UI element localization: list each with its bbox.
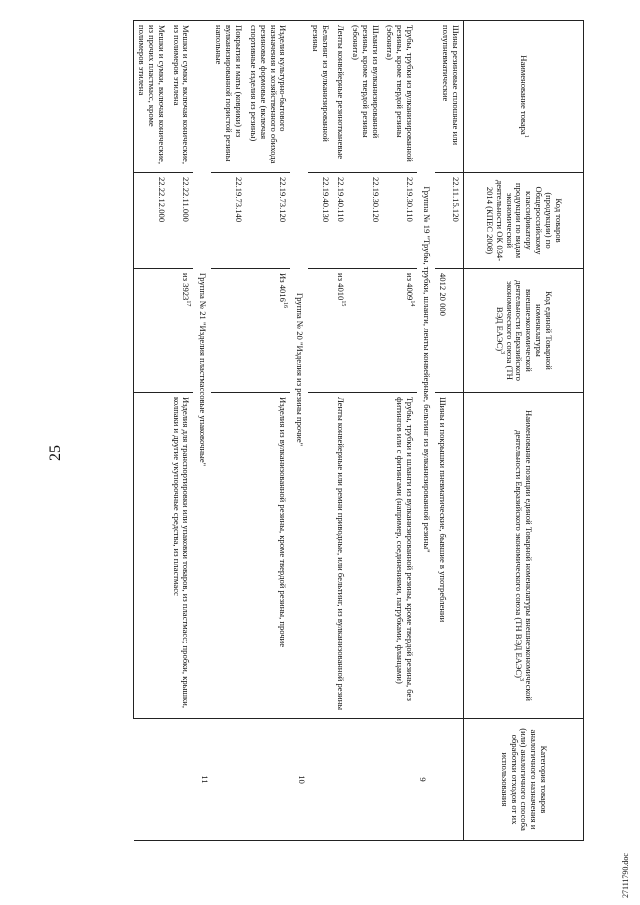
group-title: Группа № 19 "Трубы, трубки, шланги, ленты конвейерные, бельтинг из вулканизированной резины" <box>417 21 435 719</box>
header-tnved-code: Код единой Товарной номенклатуры внешнеэкономической деятельности Евразийского экономического союза (ТН ВЭД ЕАЭС)$^3$ <box>464 269 584 393</box>
cell-tnved-code: из 4009$^{14}$ <box>383 269 418 393</box>
header-okpd: Код товаров (продукции) по Общероссийскому классификатору продукции по видам экономической деятельности ОК 034-2014 (КПЕС 2008) <box>464 173 584 269</box>
cell-tnved-name <box>308 393 333 719</box>
table-row <box>211 21 246 841</box>
category-number: 9 <box>308 719 435 841</box>
cell-tnved-code <box>211 269 246 393</box>
cell-tnved-name <box>348 393 383 719</box>
cell-name: Бельтинг из вулканизированной резины <box>308 21 333 173</box>
group-title: Группа № 20 "Изделия из резины прочие" <box>291 21 309 719</box>
table-header-row <box>464 21 584 841</box>
cell-okpd: 22.22.11.000 <box>169 173 194 269</box>
rotated-table-frame <box>137 0 602 860</box>
cell-tnved-name: Трубы, трубки и шланги из вулканизированной резины, кроме твердой резины, без фитингов или с фитингами (например, соединениями, патрубками, фланцами) <box>383 393 418 719</box>
cell-okpd: 22.19.30.120 <box>348 173 383 269</box>
cell-tnved-code: из 4010$^{15}$ <box>333 269 348 393</box>
category-number: 11 <box>134 719 212 841</box>
group-title: Группа № 21 "Изделия пластмассовые упаковочные" <box>194 21 212 719</box>
cell-okpd: 22.19.30.110 <box>383 173 418 269</box>
cell-okpd: 22.19.73.120 <box>246 173 291 269</box>
cell-name: Мешки и сумки, включая конические, из полимеров этилена <box>169 21 194 173</box>
cell-tnved-name: Изделия из вулканизованной резины, кроме твердой резины, прочие <box>246 393 291 719</box>
cell-tnved-code: 4012 20 000 <box>435 269 463 393</box>
header-category: Категория товаров аналогичного назначения и (или) аналогичного способа обработки отходов от их использования <box>464 719 584 841</box>
footer-filename: 27111790.doc <box>621 853 630 898</box>
cell-name: Ленты конвейерные резинотканевые <box>333 21 348 173</box>
cell-name: Трубы, трубки из вулканизированной резины, кроме твердой резины (эбонита) <box>383 21 418 173</box>
cell-tnved-code: из 3923$^{17}$ <box>169 269 194 393</box>
cell-tnved-name <box>134 393 169 719</box>
cell-tnved-code <box>308 269 333 393</box>
cell-name: Изделия культурно-бытового назначения и хозяйственного обихода резиновые формовые (включая спортивные изделия из резины) <box>246 21 291 173</box>
cell-category <box>435 719 463 841</box>
group-row <box>194 21 212 841</box>
category-number: 10 <box>211 719 308 841</box>
cell-okpd: 22.19.40.130 <box>308 173 333 269</box>
cell-name: Мешки и сумки, включая конические, из прочих пластмасс, кроме полимеров этилена <box>134 21 169 173</box>
table-row <box>333 21 348 841</box>
cell-name: Шланги из вулканизированной резины, кроме твердой резины (эбонита) <box>348 21 383 173</box>
cell-okpd: 22.19.40.110 <box>333 173 348 269</box>
table-row <box>435 21 463 841</box>
cell-tnved-name <box>211 393 246 719</box>
cell-tnved-name: Ленты конвейерные или ремни приводные, или бельтинг, из вулканизованной резины <box>333 393 348 719</box>
cell-okpd: 22.11.15.120 <box>435 173 463 269</box>
goods-table <box>133 20 584 841</box>
table-row <box>169 21 194 841</box>
table-row <box>348 21 383 841</box>
header-tnved-name: Наименование позиции единой Товарной номенклатуры внешнеэкономической деятельности Евразийского экономического союза (ТН ВЭД ЕАЭС)$^3$ <box>464 393 584 719</box>
cell-name: Покрытия и маты (коврики) из вулканизированной пористой резины напольные <box>211 21 246 173</box>
table-row <box>246 21 291 841</box>
cell-okpd: 22.22.12.000 <box>134 173 169 269</box>
cell-tnved-code <box>134 269 169 393</box>
table-row <box>308 21 333 841</box>
table-row <box>383 21 418 841</box>
table-row <box>134 21 169 841</box>
cell-tnved-code: Из 4016$^{16}$ <box>246 269 291 393</box>
cell-tnved-code <box>348 269 383 393</box>
group-row <box>417 21 435 841</box>
cell-tnved-name: Шины и покрышки пневматические, бывшие в употреблении <box>435 393 463 719</box>
cell-tnved-name: Изделия для транспортировки или упаковки товаров, из пластмасс; пробки, крышки, колпаки и другие укупорочные средства, из пластмасс <box>169 393 194 719</box>
header-name: Наименование товара$^1$ <box>464 21 584 173</box>
page-number: 25 <box>47 445 64 461</box>
cell-name: Шины резиновые сплошные или полупневматические <box>435 21 463 173</box>
cell-okpd: 22.19.73.140 <box>211 173 246 269</box>
group-row <box>291 21 309 841</box>
